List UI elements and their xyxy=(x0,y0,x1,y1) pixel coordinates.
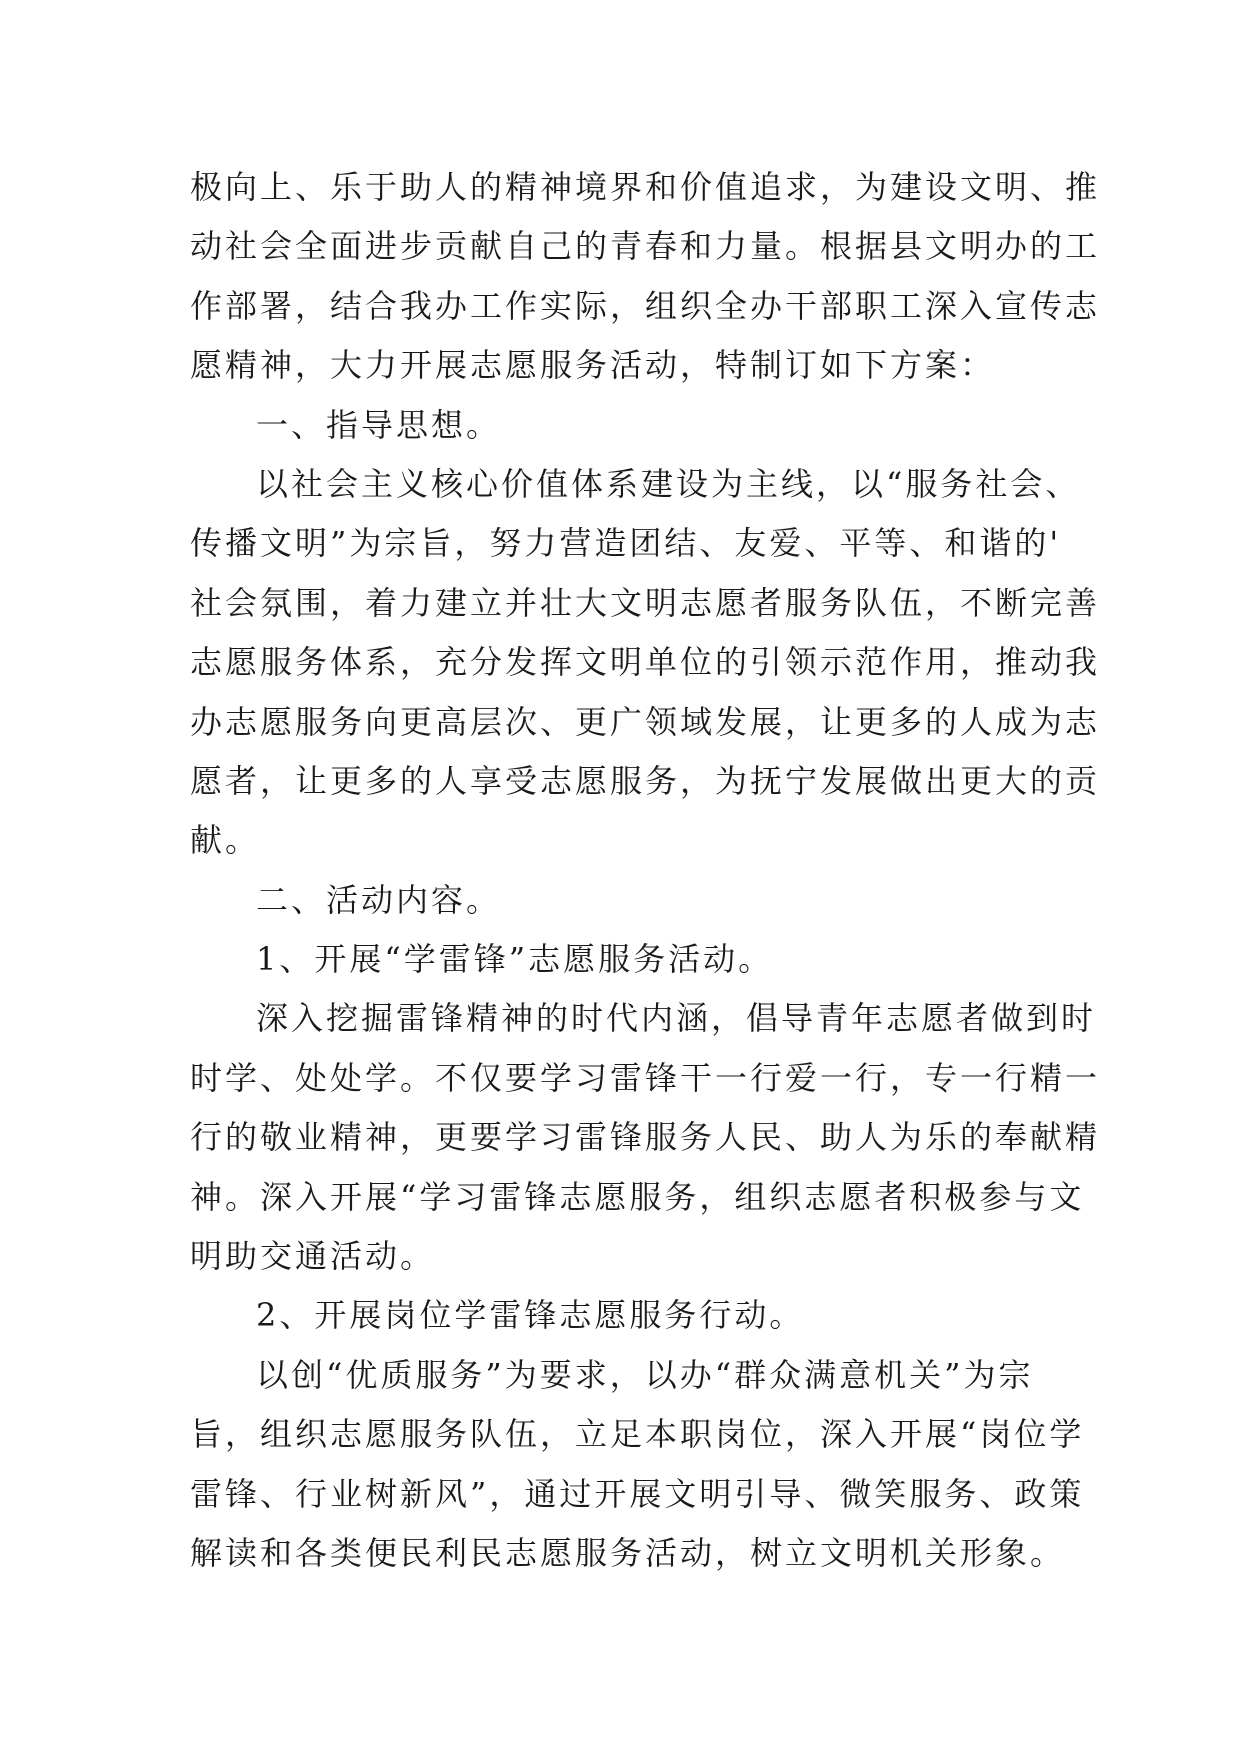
text-line: 深入挖掘雷锋精神的时代内涵，倡导青年志愿者做到时 xyxy=(256,999,1097,1038)
text-line: 献。 xyxy=(190,821,261,860)
text-line: 以社会主义核心价值体系建设为主线，以“服务社会、 xyxy=(256,464,1081,503)
text-line: 办志愿服务向更高层次、更广领域发展，让更多的人成为志 xyxy=(190,702,1101,741)
text-line: 神。深入开展“学习雷锋志愿服务，组织志愿者积极参与文 xyxy=(190,1177,1085,1216)
text-line: 传播文明”为宗旨，努力营造团结、友爱、平等、和谐的' xyxy=(190,524,1062,563)
section-heading: 一、指导思想。 xyxy=(256,405,502,444)
subsection-heading: 1、开展“学雷锋”志愿服务活动。 xyxy=(256,940,774,979)
text-line: 行的敬业精神，更要学习雷锋服务人民、助人为乐的奉献精 xyxy=(190,1118,1101,1157)
text-line: 明助交通活动。 xyxy=(190,1237,436,1276)
text-line: 动社会全面进步贡献自己的青春和力量。根据县文明办的工 xyxy=(190,227,1101,266)
document-body xyxy=(190,158,1101,1583)
subsection-heading: 2、开展岗位学雷锋志愿服务行动。 xyxy=(256,1296,805,1335)
text-line: 社会氛围，着力建立并壮大文明志愿者服务队伍，不断完善 xyxy=(190,583,1101,622)
text-line: 时学、处处学。不仅要学习雷锋干一行爱一行，专一行精一 xyxy=(190,1058,1101,1097)
text-line: 旨，组织志愿服务队伍，立足本职岗位，深入开展“岗位学 xyxy=(190,1415,1085,1454)
text-line: 作部署，结合我办工作实际，组织全办干部职工深入宣传志 xyxy=(190,286,1101,325)
text-line: 极向上、乐于助人的精神境界和价值追求，为建设文明、推 xyxy=(190,168,1101,206)
text-line: 雷锋、行业树新风”，通过开展文明引导、微笑服务、政策 xyxy=(190,1474,1085,1513)
text-line: 愿精神，大力开展志愿服务活动，特制订如下方案： xyxy=(190,346,996,385)
text-line: 以创“优质服务”为要求，以办“群众满意机关”为宗 xyxy=(256,1355,1034,1394)
section-heading: 二、活动内容。 xyxy=(256,880,502,919)
text-line: 志愿服务体系，充分发挥文明单位的引领示范作用，推动我 xyxy=(190,643,1101,682)
text-line: 愿者，让更多的人享受志愿服务，为抚宁发展做出更大的贡 xyxy=(190,761,1101,800)
text-line: 解读和各类便民利民志愿服务活动，树立文明机关形象。 xyxy=(190,1533,1066,1572)
